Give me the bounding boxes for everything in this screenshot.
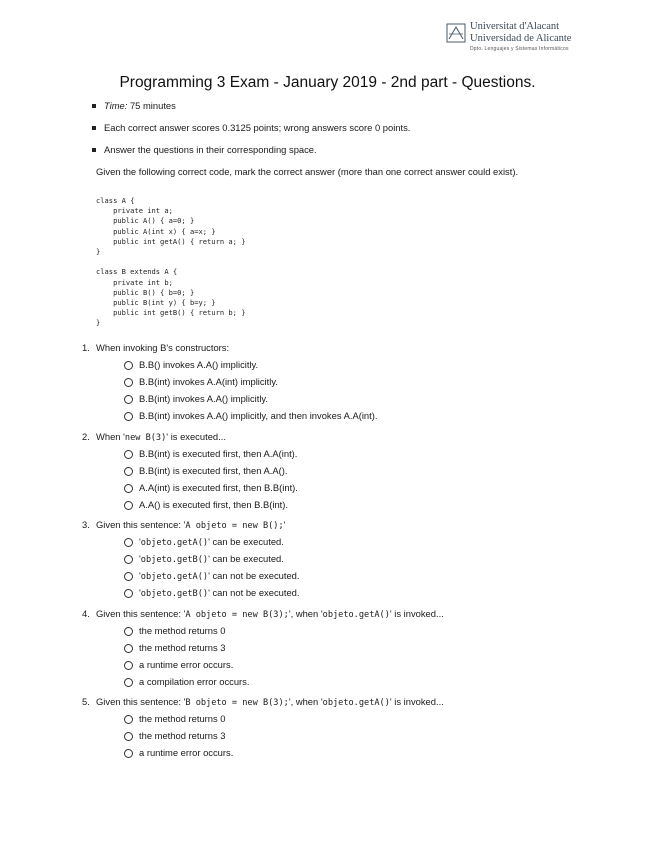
code-line: class B extends A { bbox=[96, 267, 178, 277]
question-3-option-3[interactable] bbox=[124, 569, 300, 583]
option-text: A.A(int) is executed first, then B.B(int). bbox=[139, 482, 298, 493]
question-1-option-3[interactable] bbox=[124, 392, 268, 406]
radio-button-icon[interactable] bbox=[124, 589, 133, 598]
radio-button-icon[interactable] bbox=[124, 644, 133, 653]
question-4-option-4[interactable] bbox=[124, 675, 249, 689]
page-title: Programming 3 Exam - January 2019 - 2nd part - Questions. bbox=[119, 74, 536, 91]
code-line: class A { bbox=[96, 196, 135, 205]
option-text: ' can be executed. bbox=[208, 553, 284, 564]
question-4-option-3[interactable] bbox=[124, 658, 233, 672]
code-line: public A() { a=0; } bbox=[96, 216, 195, 226]
question-code: new B(3) bbox=[124, 433, 167, 443]
code-block bbox=[96, 196, 245, 328]
question-5-option-2[interactable] bbox=[124, 729, 226, 743]
code-line: public A(int x) { a=x; } bbox=[96, 226, 216, 236]
question-text: ' is executed... bbox=[166, 431, 226, 442]
question-code: objeto.getA() bbox=[322, 610, 390, 620]
question-number: 2. bbox=[82, 431, 90, 442]
question-1-option-1[interactable] bbox=[124, 358, 258, 372]
radio-button-icon[interactable] bbox=[124, 361, 133, 370]
question-3-option-1[interactable] bbox=[124, 535, 284, 549]
option-text: B.B(int) invokes A.A(int) implicitly. bbox=[139, 376, 278, 387]
option-text: A.A() is executed first, then B.B(int). bbox=[139, 499, 289, 510]
option-text: the method returns 0 bbox=[139, 625, 226, 636]
option-text: the method returns 0 bbox=[139, 713, 226, 724]
question-1 bbox=[82, 342, 229, 353]
logo-line-valencian: Universitat d'Alacant bbox=[470, 21, 560, 32]
question-text: ' is invoked... bbox=[389, 696, 444, 707]
option-text: the method returns 3 bbox=[139, 730, 226, 741]
option-text: the method returns 3 bbox=[139, 642, 226, 653]
option-text: a runtime error occurs. bbox=[139, 659, 234, 670]
option-text: ' can not be executed. bbox=[208, 587, 300, 598]
radio-button-icon[interactable] bbox=[124, 450, 133, 459]
question-code: objeto.getA() bbox=[322, 698, 390, 708]
question-text: When ' bbox=[96, 431, 125, 442]
question-code: B objeto = new B(3); bbox=[185, 698, 289, 708]
code-line: public B(int y) { b=y; } bbox=[96, 297, 216, 307]
option-code: objeto.getA() bbox=[140, 572, 209, 582]
question-3 bbox=[82, 519, 285, 531]
question-text: ', when ' bbox=[288, 608, 323, 619]
question-text: Given this sentence: ' bbox=[96, 519, 186, 530]
logo-department: Dpto. Lenguajes y Sistemas Informáticos bbox=[470, 46, 569, 52]
question-text: Given this sentence: ' bbox=[96, 608, 186, 619]
code-line: } bbox=[96, 318, 101, 328]
university-logo bbox=[446, 20, 586, 60]
question-number: 4. bbox=[82, 608, 90, 619]
option-text: ' bbox=[139, 553, 141, 564]
question-3-option-2[interactable] bbox=[124, 552, 284, 566]
radio-button-icon[interactable] bbox=[124, 378, 133, 387]
code-line: private int a; bbox=[96, 206, 173, 216]
option-text: a compilation error occurs. bbox=[139, 676, 250, 687]
option-text: ' bbox=[139, 570, 141, 581]
instruction-scoring: Each correct answer scores 0.3125 points; wrong answers score 0 points. bbox=[92, 122, 410, 144]
radio-button-icon[interactable] bbox=[124, 678, 133, 687]
question-number: 1. bbox=[82, 342, 90, 353]
instruction-time bbox=[92, 100, 410, 122]
time-value: 75 minutes bbox=[127, 100, 176, 111]
question-number: 3. bbox=[82, 519, 90, 530]
question-2-option-2[interactable] bbox=[124, 464, 288, 478]
question-2-option-1[interactable] bbox=[124, 447, 297, 461]
question-text: ', when ' bbox=[288, 696, 323, 707]
option-text: ' bbox=[139, 536, 141, 547]
option-text: B.B(int) is executed first, then A.A(). bbox=[139, 465, 288, 476]
radio-button-icon[interactable] bbox=[124, 572, 133, 581]
question-2-option-4[interactable] bbox=[124, 498, 288, 512]
question-2-option-3[interactable] bbox=[124, 481, 298, 495]
question-code: A objeto = new B(); bbox=[185, 521, 284, 531]
question-5-option-3[interactable] bbox=[124, 746, 233, 760]
question-4 bbox=[82, 608, 444, 620]
question-5-option-1[interactable] bbox=[124, 712, 226, 726]
option-text: a runtime error occurs. bbox=[139, 747, 234, 758]
code-line: public int getB() { return b; } bbox=[96, 308, 246, 318]
question-code: A objeto = new B(3); bbox=[185, 610, 289, 620]
instruction-answer-space: Answer the questions in their corresponding space. bbox=[92, 144, 410, 166]
option-text: ' can not be executed. bbox=[208, 570, 300, 581]
radio-button-icon[interactable] bbox=[124, 555, 133, 564]
question-text: Given this sentence: ' bbox=[96, 696, 186, 707]
question-4-option-1[interactable] bbox=[124, 624, 226, 638]
radio-button-icon[interactable] bbox=[124, 715, 133, 724]
logo-line-spanish: Universidad de Alicante bbox=[470, 33, 572, 44]
radio-button-icon[interactable] bbox=[124, 732, 133, 741]
radio-button-icon[interactable] bbox=[124, 661, 133, 670]
option-text: B.B(int) invokes A.A() implicitly. bbox=[139, 393, 269, 404]
question-text: ' is invoked... bbox=[389, 608, 444, 619]
radio-button-icon[interactable] bbox=[124, 467, 133, 476]
radio-button-icon[interactable] bbox=[124, 749, 133, 758]
radio-button-icon[interactable] bbox=[124, 501, 133, 510]
question-number: 5. bbox=[82, 696, 90, 707]
radio-button-icon[interactable] bbox=[124, 538, 133, 547]
question-2 bbox=[82, 431, 226, 443]
question-text: ' bbox=[283, 519, 286, 530]
question-4-option-2[interactable] bbox=[124, 641, 226, 655]
code-line: public B() { b=0; } bbox=[96, 287, 195, 297]
question-1-option-2[interactable] bbox=[124, 375, 278, 389]
question-5 bbox=[82, 696, 444, 708]
code-line: private int b; bbox=[96, 277, 173, 287]
radio-button-icon[interactable] bbox=[124, 484, 133, 493]
option-text: B.B(int) invokes A.A() implicitly, and then invokes A.A(int). bbox=[139, 410, 378, 421]
option-code: objeto.getB() bbox=[140, 589, 209, 599]
question-text: When invoking B's constructors: bbox=[96, 342, 230, 353]
code-line bbox=[96, 257, 245, 267]
option-code: objeto.getB() bbox=[140, 555, 209, 565]
instructions-list bbox=[92, 100, 410, 166]
option-text: B.B() invokes A.A() implicitly. bbox=[139, 359, 259, 370]
option-text: B.B(int) is executed first, then A.A(int). bbox=[139, 448, 298, 459]
radio-button-icon[interactable] bbox=[124, 395, 133, 404]
code-line: public int getA() { return a; } bbox=[96, 236, 246, 246]
option-code: objeto.getA() bbox=[140, 538, 209, 548]
radio-button-icon[interactable] bbox=[124, 627, 133, 636]
radio-button-icon[interactable] bbox=[124, 412, 133, 421]
time-label: Time: bbox=[104, 100, 128, 111]
question-1-option-4[interactable] bbox=[124, 409, 377, 423]
code-line: } bbox=[96, 246, 101, 256]
option-text: ' bbox=[139, 587, 141, 598]
intro-text: Given the following correct code, mark the correct answer (more than one correct answer could exist). bbox=[96, 166, 519, 177]
option-text: ' can be executed. bbox=[208, 536, 284, 547]
university-emblem-icon bbox=[446, 23, 466, 43]
question-3-option-4[interactable] bbox=[124, 586, 300, 600]
